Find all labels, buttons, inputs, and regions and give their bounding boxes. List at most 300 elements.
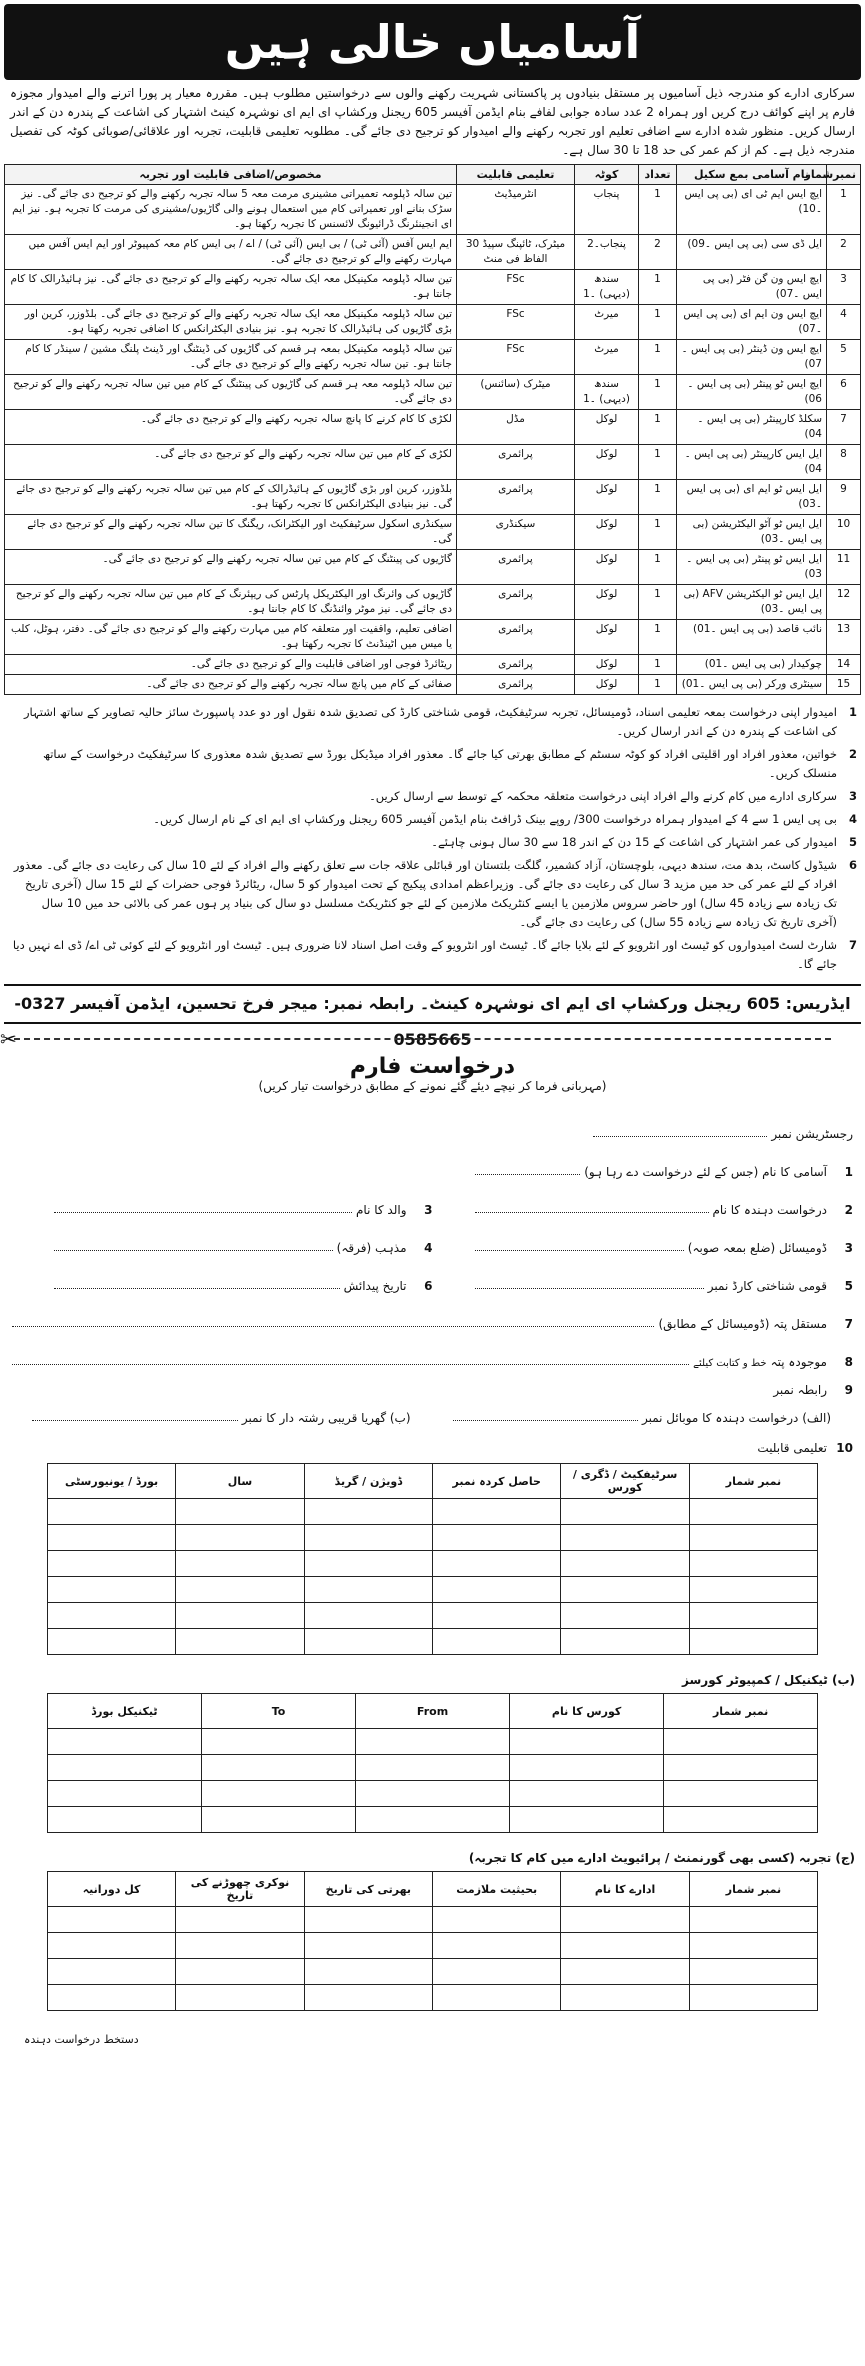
education-cell: FSc: [457, 340, 575, 375]
experience-cell: گاڑیوں کی وائرنگ اور الیکٹریکل پارٹس کی ریپئرنگ کے کام میں تین سالہ تجربہ رکھنے والے کو ترجیح دی جائے گی۔ نیز موٹر وائنڈنگ کا کام جانتا ہو۔: [5, 585, 457, 620]
quota-cell: میرٹ: [575, 340, 639, 375]
table-row: [5, 585, 861, 620]
field-line: [475, 1211, 709, 1213]
table-row: [5, 515, 861, 550]
form-cell[interactable]: [47, 1755, 201, 1781]
serial-cell: 2: [827, 235, 861, 270]
col-experience: مخصوص/اضافی قابلیت اور تجربہ: [5, 165, 457, 185]
serial-cell: 13: [827, 620, 861, 655]
field-label: درخواست دہندہ کا نام: [712, 1203, 827, 1217]
col-serial: نمبر شمار: [664, 1694, 818, 1729]
note-number: 7: [848, 938, 857, 952]
table-row: [5, 270, 861, 305]
field-contact-number: [12, 1383, 853, 1397]
form-cell[interactable]: [201, 1729, 355, 1755]
table-row: [47, 1629, 817, 1655]
serial-cell: 6: [827, 375, 861, 410]
field-line: [54, 1287, 340, 1289]
form-cell[interactable]: [176, 1907, 304, 1933]
field-father-name[interactable]: [54, 1203, 432, 1217]
education-cell: پرائمری: [457, 445, 575, 480]
post-cell: ایچ ایس ون ڈینٹر (بی پی ایس ۔07): [677, 340, 827, 375]
form-cell[interactable]: [510, 1781, 664, 1807]
col-total-duration: کل دورانیہ: [47, 1872, 175, 1907]
field-line: [32, 1419, 238, 1421]
form-row: [12, 1425, 853, 1455]
field-permanent-address[interactable]: [12, 1317, 853, 1331]
form-cell[interactable]: [176, 1577, 304, 1603]
form-cell[interactable]: [304, 1959, 432, 1985]
form-cell[interactable]: [433, 1525, 561, 1551]
serial-cell: 3: [827, 270, 861, 305]
experience-label: (ج) تجربہ (کسی بھی گورنمنٹ / پرائیویٹ ادارے میں کام کا تجربہ): [468, 1851, 855, 1865]
field-label: مستقل پتہ (ڈومیسائل کے مطابق): [658, 1317, 827, 1331]
field-label: رابطہ نمبر: [773, 1383, 827, 1397]
serial-cell: 7: [827, 410, 861, 445]
form-cell[interactable]: [304, 1933, 432, 1959]
form-cell[interactable]: [356, 1729, 510, 1755]
post-cell: ایچ ایس ون گن فٹر (بی پی ایس ۔07): [677, 270, 827, 305]
form-cell[interactable]: [561, 1525, 689, 1551]
form-cell[interactable]: [689, 1499, 817, 1525]
serial-cell: 12: [827, 585, 861, 620]
form-cell[interactable]: [47, 1603, 175, 1629]
field-current-address[interactable]: [12, 1355, 853, 1369]
post-cell: نائب قاصد (بی پی ایس ۔01): [677, 620, 827, 655]
form-cell[interactable]: [176, 1933, 304, 1959]
form-cell[interactable]: [47, 1629, 175, 1655]
form-subtitle: (مہربانی فرما کر نیچے دیئے گئے نمونے کے مطابق درخواست تیار کریں): [258, 1079, 607, 1093]
education-cell: پرائمری: [457, 550, 575, 585]
field-religion[interactable]: [54, 1241, 432, 1255]
form-cell[interactable]: [47, 1577, 175, 1603]
notes-list: [4, 701, 861, 976]
post-cell: سکلڈ کارپینٹر (بی پی ایس ۔04): [677, 410, 827, 445]
application-form-fields: [4, 1103, 861, 1455]
table-row: [5, 185, 861, 235]
serial-cell: 10: [827, 515, 861, 550]
education-cell: پرائمری: [457, 620, 575, 655]
table-row: [47, 1525, 817, 1551]
form-cell[interactable]: [176, 1629, 304, 1655]
table-row: [5, 375, 861, 410]
field-post-name[interactable]: [475, 1165, 853, 1179]
form-cell[interactable]: [356, 1807, 510, 1833]
education-cell: میٹرک (سائنس): [457, 375, 575, 410]
field-label: (ب) گھریا قریبی رشتہ دار کا نمبر: [241, 1411, 411, 1425]
experience-cell: لکڑی کا کام کرنے کا پانچ سالہ تجربہ رکھنے والے کو ترجیح دی جائے گی۔: [5, 410, 457, 445]
cut-line: [0, 1027, 831, 1051]
note-item: [4, 934, 861, 976]
col-post: نام آسامی بمع سکیل: [677, 165, 827, 185]
field-hint: خط و کتابت کیلئے: [693, 1358, 767, 1369]
experience-cell: ریٹائرڈ فوجی اور اضافی قابلیت والے کو ترجیح دی جائے گی۔: [5, 655, 457, 675]
form-cell[interactable]: [561, 1933, 689, 1959]
note-text: سرکاری ادارے میں کام کرنے والے افراد اپنی درخواست متعلقہ محکمہ کے توسط سے ارسال کریں۔: [369, 789, 837, 803]
field-label: تاریخ پیدائش: [343, 1279, 407, 1293]
field-label: آسامی کا نام (جس کے لئے درخواست دے رہا ہو): [584, 1165, 827, 1179]
form-row: [12, 1141, 853, 1179]
registration-row: [12, 1103, 853, 1141]
col-year: سال: [176, 1464, 304, 1499]
serial-cell: 15: [827, 675, 861, 695]
serial-cell: 1: [827, 185, 861, 235]
form-cell[interactable]: [356, 1781, 510, 1807]
form-cell[interactable]: [561, 1577, 689, 1603]
education-cell: مڈل: [457, 410, 575, 445]
quota-cell: میرٹ: [575, 305, 639, 340]
form-cell[interactable]: [47, 1729, 201, 1755]
form-cell[interactable]: [304, 1551, 432, 1577]
education-cell: FSc: [457, 305, 575, 340]
ad-title: آسامیاں خالی ہیں: [4, 4, 861, 80]
form-cell[interactable]: [47, 1807, 201, 1833]
form-cell[interactable]: [304, 1525, 432, 1551]
count-cell: 1: [639, 585, 677, 620]
form-cell[interactable]: [47, 1959, 175, 1985]
col-serial: نمبرشمار: [827, 165, 861, 185]
quota-cell: لوکل: [575, 655, 639, 675]
post-cell: ایل ایس ٹو ایم ای (بی پی ایس ۔03): [677, 480, 827, 515]
form-cell[interactable]: [304, 1985, 432, 2011]
form-row: [12, 1331, 853, 1369]
note-item: [4, 785, 861, 808]
table-row: [5, 410, 861, 445]
quota-cell: پنجاب۔2: [575, 235, 639, 270]
form-cell[interactable]: [201, 1807, 355, 1833]
note-text: خواتین، معذور افراد اور اقلیتی افراد کو کوٹہ سسٹم کے مطابق بھرتی کیا جائے گا۔ معذور افراد میڈیکل بورڈ سے تصدیق شدہ معذوری کا سرٹیفکیٹ درخواست کے ساتھ منسلک کریں۔: [42, 747, 837, 780]
note-item: [4, 701, 861, 743]
note-number: 4: [848, 812, 857, 826]
count-cell: 1: [639, 480, 677, 515]
field-number: 1: [844, 1165, 853, 1179]
count-cell: 1: [639, 550, 677, 585]
post-cell: ایچ ایس ٹو پینٹر (بی پی ایس ۔06): [677, 375, 827, 410]
count-cell: 1: [639, 305, 677, 340]
education-cell: پرائمری: [457, 585, 575, 620]
col-to: To: [201, 1694, 355, 1729]
count-cell: 1: [639, 675, 677, 695]
form-cell[interactable]: [689, 1985, 817, 2011]
table-row: [5, 655, 861, 675]
col-course-name: کورس کا نام: [510, 1694, 664, 1729]
form-cell[interactable]: [689, 1603, 817, 1629]
form-cell[interactable]: [304, 1907, 432, 1933]
table-row: [47, 1729, 817, 1755]
col-board: بورڈ / یونیورسٹی: [47, 1464, 175, 1499]
form-cell[interactable]: [176, 1985, 304, 2011]
serial-cell: 11: [827, 550, 861, 585]
count-cell: 1: [639, 410, 677, 445]
form-cell[interactable]: [664, 1729, 818, 1755]
post-cell: ایل ایس ٹو الیکٹریشن AFV (بی پی ایس ۔03): [677, 585, 827, 620]
form-cell[interactable]: [664, 1807, 818, 1833]
field-number: 2: [844, 1203, 853, 1217]
form-cell[interactable]: [47, 1499, 175, 1525]
experience-cell: ایم ایس آفس (آئی ٹی) / بی ایس (آئی ٹی) / اے / بی ایس کام معہ کمپیوٹر اور ایم ایس آفس میں مہارت رکھنے والے کو ترجیح دی جائے گی۔: [5, 235, 457, 270]
experience-cell: صفائی کے کام میں پانچ سالہ تجربہ رکھنے والے کو ترجیح دی جائے گی۔: [5, 675, 457, 695]
form-cell[interactable]: [664, 1755, 818, 1781]
vacancy-table: [4, 164, 861, 695]
technical-rows: [47, 1729, 817, 1833]
table-row: [47, 1577, 817, 1603]
form-cell[interactable]: [47, 1525, 175, 1551]
signature-field[interactable]: [4, 2033, 861, 2046]
table-row: [5, 235, 861, 270]
table-row: [47, 1807, 817, 1833]
field-number: 7: [844, 1317, 853, 1331]
field-label: رجسٹریشن نمبر: [771, 1127, 853, 1141]
col-leaving-date: نوکری چھوڑنے کی تاریخ: [176, 1872, 304, 1907]
form-cell[interactable]: [664, 1781, 818, 1807]
form-row: [12, 1217, 853, 1255]
field-number: 3: [424, 1203, 433, 1217]
form-cell[interactable]: [433, 1577, 561, 1603]
field-label: ڈومیسائل (ضلع بمعہ صوبہ): [687, 1241, 827, 1255]
count-cell: 1: [639, 375, 677, 410]
table-row: [5, 620, 861, 655]
table-row: [47, 1755, 817, 1781]
form-row: [12, 1255, 853, 1293]
count-cell: 1: [639, 515, 677, 550]
job-advertisement: [0, 4, 861, 2046]
quota-cell: لوکل: [575, 550, 639, 585]
form-row: [12, 1293, 853, 1331]
note-text: بی پی ایس 1 سے 4 کے امیدوار ہمراہ درخواست 300/ روپے بینک ڈرافٹ بنام ایڈمن آفیسر 605 ریجنل ورکشاپ ای ایم ای کے نام ارسال کریں۔: [153, 812, 837, 826]
count-cell: 1: [639, 270, 677, 305]
quota-cell: سندھ (دیہی) ۔1: [575, 375, 639, 410]
field-cnic[interactable]: [475, 1279, 853, 1293]
form-cell[interactable]: [689, 1629, 817, 1655]
field-number: 9: [844, 1383, 853, 1397]
field-line: [475, 1287, 704, 1289]
scissors-icon: ✂: [0, 1027, 17, 1051]
education-cell: پرائمری: [457, 480, 575, 515]
note-item: [4, 831, 861, 854]
form-cell[interactable]: [510, 1807, 664, 1833]
post-cell: ایل ایس کارپینٹر (بی پی ایس ۔04): [677, 445, 827, 480]
form-cell[interactable]: [689, 1907, 817, 1933]
form-row: [12, 1179, 853, 1217]
form-title: درخواست فارم: [349, 1054, 516, 1079]
field-label: قومی شناختی کارڈ نمبر: [707, 1279, 827, 1293]
count-cell: 1: [639, 620, 677, 655]
count-cell: 1: [639, 185, 677, 235]
form-cell[interactable]: [176, 1499, 304, 1525]
note-number: 2: [848, 747, 857, 761]
post-cell: ایل ایس ٹو آٹو الیکٹریشن (بی پی ایس ۔03): [677, 515, 827, 550]
note-text: شارٹ لسٹ امیدواروں کو ٹیسٹ اور انٹرویو کے لئے بلایا جائے گا۔ ٹیسٹ اور انٹرویو کے وقت اصل اسناد لانا ضروری ہیں۔ ٹیسٹ اور انٹرویو کے لئے کوئی ٹی اے/ ڈی اے نہیں دیا جائے گا۔: [12, 938, 837, 971]
form-cell[interactable]: [433, 1603, 561, 1629]
form-cell[interactable]: [176, 1525, 304, 1551]
form-cell[interactable]: [689, 1959, 817, 1985]
education-cell: FSc: [457, 270, 575, 305]
col-marks: حاصل کردہ نمبر: [433, 1464, 561, 1499]
form-row: [12, 1397, 853, 1425]
form-cell[interactable]: [561, 1551, 689, 1577]
form-cell[interactable]: [304, 1629, 432, 1655]
field-line: [12, 1325, 654, 1327]
form-cell[interactable]: [47, 1781, 201, 1807]
form-cell[interactable]: [433, 1907, 561, 1933]
experience-table-header: [47, 1872, 817, 1907]
form-cell[interactable]: [47, 1933, 175, 1959]
form-cell[interactable]: [176, 1551, 304, 1577]
note-number: 3: [848, 789, 857, 803]
form-cell[interactable]: [689, 1577, 817, 1603]
form-cell[interactable]: [561, 1603, 689, 1629]
table-row: [47, 1551, 817, 1577]
field-number: 4: [424, 1241, 433, 1255]
education-rows: [47, 1499, 817, 1655]
field-number: 5: [844, 1279, 853, 1293]
note-text: امیدوار کی عمر اشتہار کی اشاعت کے 15 دن کے اندر 18 سے 30 سال ہونی چاہئے۔: [431, 835, 837, 849]
note-item: [4, 743, 861, 785]
quota-cell: لوکل: [575, 410, 639, 445]
form-row: [12, 1369, 853, 1397]
col-education: تعلیمی قابلیت: [457, 165, 575, 185]
form-cell[interactable]: [510, 1755, 664, 1781]
form-cell[interactable]: [433, 1551, 561, 1577]
education-table-header: [47, 1464, 817, 1499]
form-cell[interactable]: [433, 1985, 561, 2011]
form-cell[interactable]: [689, 1525, 817, 1551]
form-cell[interactable]: [561, 1907, 689, 1933]
field-label: موجودہ پتہ: [770, 1355, 827, 1369]
form-cell[interactable]: [433, 1959, 561, 1985]
form-cell[interactable]: [176, 1603, 304, 1629]
quota-cell: پنجاب: [575, 185, 639, 235]
table-row: [5, 675, 861, 695]
post-cell: ایچ ایس ون ایم ای (بی پی ایس ۔07): [677, 305, 827, 340]
table-row: [47, 1603, 817, 1629]
col-joining-date: بھرتی کی تاریخ: [304, 1872, 432, 1907]
table-row: [5, 305, 861, 340]
registration-number-field[interactable]: [593, 1127, 853, 1141]
field-mobile-number[interactable]: [453, 1411, 853, 1425]
form-cell[interactable]: [689, 1933, 817, 1959]
experience-cell: سیکنڈری اسکول سرٹیفکیٹ اور الیکٹرانک، ریگنگ کا تین سالہ تجربہ رکھنے والے کو ترجیح دی جائے گی۔: [5, 515, 457, 550]
field-line: [475, 1173, 581, 1175]
field-line: [475, 1249, 684, 1251]
field-line: [12, 1363, 689, 1365]
form-cell[interactable]: [433, 1933, 561, 1959]
table-row: [5, 340, 861, 375]
vacancy-table-header: [5, 165, 861, 185]
form-cell[interactable]: [47, 1985, 175, 2011]
form-cell[interactable]: [201, 1755, 355, 1781]
experience-cell: لکڑی کے کام میں تین سالہ تجربہ رکھنے والے کو ترجیح دی جائے گی۔: [5, 445, 457, 480]
field-number: 6: [424, 1279, 433, 1293]
field-education-heading: [757, 1441, 853, 1455]
col-designation: بحیثیت ملازمت: [433, 1872, 561, 1907]
field-relative-number[interactable]: [32, 1411, 410, 1425]
signature-label: دستخط درخواست دہندہ: [24, 2033, 139, 2046]
field-line: [453, 1419, 638, 1421]
form-cell[interactable]: [304, 1603, 432, 1629]
field-date-of-birth[interactable]: [54, 1279, 432, 1293]
experience-cell: اضافی تعلیم، واقفیت اور متعلقہ کام میں مہارت رکھنے والے کو ترجیح دی جائے گی۔ دفتر، ہوٹل، کلب یا میس میں اٹینڈنٹ کا تجربہ رکھتا ہو۔: [5, 620, 457, 655]
form-cell[interactable]: [47, 1551, 175, 1577]
note-item: [4, 854, 861, 934]
intro-paragraph: سرکاری ادارے کو مندرجہ ذیل آسامیوں پر مستقل بنیادوں پر پاکستانی شہریت رکھنے والوں سے درخواستیں مطلوب ہیں۔ مقررہ معیار پر پورا اترنے والے امیدوار مجوزہ فارم پر اپنے کوائف درج کریں اور ہمراہ 2 عدد سادہ جوابی لفافے بنام ایڈمن آفیسر 605 ریجنل ورکشاپ ای ایم ای نوشہرہ کینٹ اشتہار کی اشاعت کے پندرہ دن کے اندر ارسال کریں۔ منظور شدہ ادارے سے اضافی تعلیم اور تجربہ رکھنے والے امیدوار کو ترجیح دی جائے گی۔ مطلوبہ تعلیمی قابلیت، تجربہ اور علاقائی/صوبائی کوٹہ کی تفصیل مندرجہ ذیل ہے۔ کم از کم عمر کی حد 18 تا 30 سال ہے۔: [10, 86, 856, 157]
form-cell[interactable]: [561, 1985, 689, 2011]
quota-cell: لوکل: [575, 480, 639, 515]
table-row: [5, 550, 861, 585]
field-label: (الف) درخواست دہندہ کا موبائل نمبر: [641, 1411, 831, 1425]
col-serial: نمبر شمار: [689, 1872, 817, 1907]
field-label: والد کا نام: [356, 1203, 407, 1217]
form-cell[interactable]: [689, 1551, 817, 1577]
note-text: امیدوار اپنی درخواست بمعہ تعلیمی اسناد، ڈومیسائل، تجربہ سرٹیفکیٹ، قومی شناختی کارڈ کی تصدیق شدہ نقول اور دو عدد پاسپورٹ سائز حالیہ تصاویر کے ساتھ اشتہار کی اشاعت کے پندرہ دن کے اندر ارسال کریں۔: [23, 705, 837, 738]
serial-cell: 9: [827, 480, 861, 515]
form-cell[interactable]: [304, 1499, 432, 1525]
quota-cell: لوکل: [575, 675, 639, 695]
field-line: [54, 1211, 352, 1213]
form-cell[interactable]: [201, 1781, 355, 1807]
count-cell: 1: [639, 445, 677, 480]
field-line: [593, 1135, 767, 1137]
education-cell: انٹرمیڈیٹ: [457, 185, 575, 235]
table-row: [5, 445, 861, 480]
experience-table: [47, 1871, 818, 2011]
form-cell[interactable]: [433, 1499, 561, 1525]
col-technical-board: ٹیکنیکل بورڈ: [47, 1694, 201, 1729]
table-row: [47, 1985, 817, 2011]
post-cell: سینٹری ورکر (بی پی ایس ۔01): [677, 675, 827, 695]
quota-cell: لوکل: [575, 515, 639, 550]
field-applicant-name[interactable]: [475, 1203, 853, 1217]
form-cell[interactable]: [561, 1959, 689, 1985]
count-cell: 2: [639, 235, 677, 270]
form-cell[interactable]: [176, 1959, 304, 1985]
quota-cell: لوکل: [575, 445, 639, 480]
form-cell[interactable]: [47, 1907, 175, 1933]
quota-cell: لوکل: [575, 585, 639, 620]
experience-cell: تین سالہ ڈپلومہ تعمیراتی مشینری مرمت معہ 5 سالہ تجربہ رکھنے والے کو ترجیح دی جائے گی۔ نیز سڑک بنانے اور تعمیراتی کام میں استعمال ہونے والی گاڑیوں/مشینری کی مرمت کا تجربہ ہو۔ نیز ایم ای انجینئرنگ ڈرائیونگ لائسنس کا تجربہ رکھتا ہو۔: [5, 185, 457, 235]
experience-cell: بلڈوزر، کرین اور بڑی گاڑیوں کے ہائیڈرالک کے کام میں تین سالہ تجربہ رکھنے والے کو ترجیح دی جائے گی۔ نیز بنیادی الیکٹرانکس کا تجربہ رکھتا ہو۔: [5, 480, 457, 515]
field-domicile[interactable]: [475, 1241, 853, 1255]
quota-cell: سندھ (دیہی) ۔1: [575, 270, 639, 305]
experience-cell: تین سالہ ڈپلومہ معہ ہر قسم کی گاڑیوں کی پینٹنگ کے کام میں تین سالہ تجربہ رکھنے والے کو ترجیح دی جائے گی۔: [5, 375, 457, 410]
form-cell[interactable]: [304, 1577, 432, 1603]
col-serial: نمبر شمار: [689, 1464, 817, 1499]
serial-cell: 14: [827, 655, 861, 675]
field-label: تعلیمی قابلیت: [757, 1441, 827, 1455]
education-cell: سیکنڈری: [457, 515, 575, 550]
col-quota: کوٹہ: [575, 165, 639, 185]
experience-cell: تین سالہ ڈپلومہ مکینیکل معہ ایک سالہ تجربہ رکھنے والے کو ترجیح دی جائے گی۔ نیز ہائیڈرالک کا کام جانتا ہو۔: [5, 270, 457, 305]
serial-cell: 8: [827, 445, 861, 480]
post-cell: چوکیدار (بی پی ایس ۔01): [677, 655, 827, 675]
form-cell[interactable]: [561, 1629, 689, 1655]
form-cell[interactable]: [433, 1629, 561, 1655]
post-cell: ایچ ایس ایم ٹی ای (بی پی ایس ۔10): [677, 185, 827, 235]
technical-courses-label: (ب) ٹیکنیکل / کمپیوٹر کورسز: [682, 1673, 855, 1687]
field-label: مذہب (فرقہ): [336, 1241, 407, 1255]
form-cell[interactable]: [561, 1499, 689, 1525]
technical-table-header: [47, 1694, 817, 1729]
post-cell: ایل ایس ٹو پینٹر (بی پی ایس ۔03): [677, 550, 827, 585]
table-row: [47, 1499, 817, 1525]
form-cell[interactable]: [356, 1755, 510, 1781]
form-cell[interactable]: [510, 1729, 664, 1755]
col-from: From: [356, 1694, 510, 1729]
table-row: [47, 1781, 817, 1807]
field-number: 3: [844, 1241, 853, 1255]
note-number: 1: [848, 705, 857, 719]
experience-cell: تین سالہ ڈپلومہ مکینیکل معہ ایک سالہ تجربہ رکھنے والے کو ترجیح دی جائے گی۔ بلڈوزر، کرین اور بڑی گاڑیوں کی ہائیڈرالک کا تجربہ ہو۔ نیز بنیادی الیکٹرانکس کا اضافی تجربہ رکھتا ہو۔: [5, 305, 457, 340]
